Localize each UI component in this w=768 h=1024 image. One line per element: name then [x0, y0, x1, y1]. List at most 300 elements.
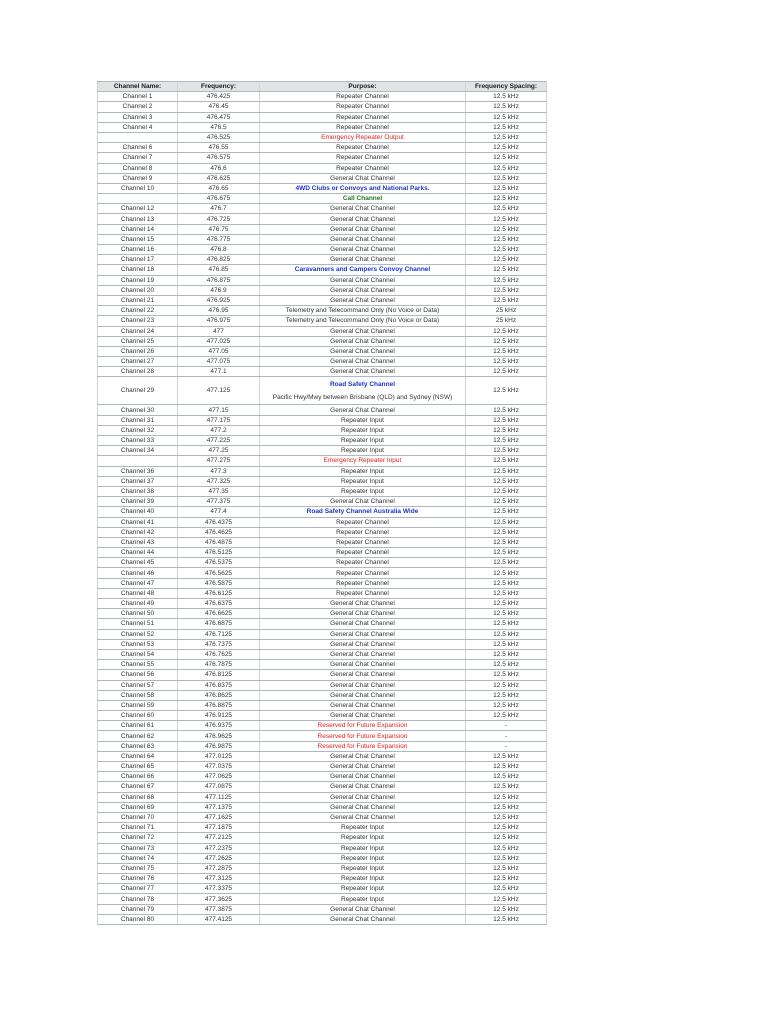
cell-channel-name: Channel 19: [98, 275, 178, 285]
cell-frequency: 476.8625: [178, 690, 260, 700]
table-row: [98, 255, 547, 265]
cell-channel-name: Channel 78: [98, 894, 178, 904]
cell-frequency-spacing: 12.5 kHz: [466, 204, 547, 214]
cell-channel-name: Channel 76: [98, 874, 178, 884]
cell-frequency: 477.0375: [178, 762, 260, 772]
table-row: [98, 853, 547, 863]
cell-frequency: 477.1875: [178, 823, 260, 833]
cell-purpose: General Chat Channel: [260, 275, 466, 285]
cell-purpose: General Chat Channel: [260, 649, 466, 659]
cell-frequency-spacing: 12.5 kHz: [466, 782, 547, 792]
cell-channel-name: Channel 38: [98, 486, 178, 496]
cell-frequency: 476.9875: [178, 741, 260, 751]
cell-purpose: General Chat Channel: [260, 357, 466, 367]
cell-purpose: Repeater Input: [260, 894, 466, 904]
cell-channel-name: Channel 62: [98, 731, 178, 741]
cell-frequency-spacing: 12.5 kHz: [466, 599, 547, 609]
cell-frequency-spacing: 12.5 kHz: [466, 548, 547, 558]
cell-frequency: 477.3125: [178, 874, 260, 884]
cell-frequency-spacing: 12.5 kHz: [466, 874, 547, 884]
cell-frequency-spacing: 12.5 kHz: [466, 762, 547, 772]
cell-channel-name: Channel 43: [98, 537, 178, 547]
cell-channel-name: Channel 36: [98, 466, 178, 476]
cell-frequency-spacing: 12.5 kHz: [466, 751, 547, 761]
cell-channel-name: Channel 49: [98, 599, 178, 609]
cell-purpose: Reserved for Future Expansion: [260, 731, 466, 741]
cell-frequency: 476.5875: [178, 578, 260, 588]
cell-channel-name: Channel 31: [98, 415, 178, 425]
cell-frequency-spacing: 12.5 kHz: [466, 214, 547, 224]
table-row: [98, 456, 547, 466]
cell-frequency: 476.5: [178, 122, 260, 132]
cell-channel-name: Channel 23: [98, 316, 178, 326]
table-row: [98, 660, 547, 670]
cell-frequency-spacing: 12.5 kHz: [466, 670, 547, 680]
cell-frequency-spacing: 12.5 kHz: [466, 609, 547, 619]
cell-frequency: 476.6875: [178, 619, 260, 629]
cell-frequency: 476.7375: [178, 639, 260, 649]
cell-frequency-spacing: 12.5 kHz: [466, 153, 547, 163]
cell-purpose: General Chat Channel: [260, 255, 466, 265]
cell-purpose: Repeater Input: [260, 843, 466, 853]
cell-frequency-spacing: 12.5 kHz: [466, 163, 547, 173]
cell-frequency-spacing: 12.5 kHz: [466, 265, 547, 275]
cell-frequency: 477.4125: [178, 914, 260, 924]
cell-frequency-spacing: 12.5 kHz: [466, 517, 547, 527]
cell-channel-name: Channel 22: [98, 306, 178, 316]
table-row: [98, 578, 547, 588]
cell-frequency-spacing: 12.5 kHz: [466, 711, 547, 721]
table-row: [98, 367, 547, 377]
cell-frequency: 477.0875: [178, 782, 260, 792]
cell-frequency-spacing: 12.5 kHz: [466, 275, 547, 285]
table-row: [98, 326, 547, 336]
cell-purpose: General Chat Channel: [260, 234, 466, 244]
table-row: [98, 609, 547, 619]
cell-frequency-spacing: 12.5 kHz: [466, 894, 547, 904]
cell-channel-name: Channel 34: [98, 446, 178, 456]
table-row: [98, 884, 547, 894]
cell-purpose: Repeater Channel: [260, 588, 466, 598]
cell-frequency: 476.65: [178, 183, 260, 193]
cell-frequency-spacing: 12.5 kHz: [466, 700, 547, 710]
cell-frequency: 476.8375: [178, 680, 260, 690]
cell-purpose: Emergency Repeater Input: [260, 456, 466, 466]
cell-channel-name: Channel 17: [98, 255, 178, 265]
cell-frequency: 477.1: [178, 367, 260, 377]
cell-channel-name: Channel 56: [98, 670, 178, 680]
cell-purpose: Repeater Channel: [260, 143, 466, 153]
cell-purpose: General Chat Channel: [260, 751, 466, 761]
cell-frequency: 476.5375: [178, 558, 260, 568]
table-row: [98, 558, 547, 568]
table-body: [98, 92, 547, 925]
cell-purpose: 4WD Clubs or Convoys and National Parks.: [260, 183, 466, 193]
table-row: [98, 214, 547, 224]
cell-purpose: General Chat Channel: [260, 629, 466, 639]
table-row: [98, 143, 547, 153]
cell-purpose: General Chat Channel: [260, 599, 466, 609]
cell-purpose: Repeater Channel: [260, 163, 466, 173]
cell-purpose: Caravanners and Campers Convoy Channel: [260, 265, 466, 275]
cell-frequency: 476.875: [178, 275, 260, 285]
cell-channel-name: Channel 9: [98, 173, 178, 183]
cell-purpose: General Chat Channel: [260, 680, 466, 690]
cell-purpose: Telemetry and Telecommand Only (No Voice or Data): [260, 316, 466, 326]
table-row: [98, 721, 547, 731]
cell-frequency-spacing: 12.5 kHz: [466, 456, 547, 466]
cell-frequency: 476.775: [178, 234, 260, 244]
cell-frequency: 476.8125: [178, 670, 260, 680]
cell-channel-name: Channel 79: [98, 904, 178, 914]
table-row: [98, 639, 547, 649]
cell-channel-name: Channel 68: [98, 792, 178, 802]
table-row: [98, 476, 547, 486]
purpose-subtitle: Pacific Hwy/Mwy between Brisbane (QLD) and Sydney (NSW): [272, 393, 453, 401]
cell-frequency-spacing: 12.5 kHz: [466, 914, 547, 924]
cell-purpose: General Chat Channel: [260, 224, 466, 234]
cell-purpose: Repeater Input: [260, 853, 466, 863]
cell-frequency-spacing: 12.5 kHz: [466, 102, 547, 112]
cell-purpose: General Chat Channel: [260, 346, 466, 356]
cell-frequency: 476.4625: [178, 527, 260, 537]
cell-frequency-spacing: 12.5 kHz: [466, 772, 547, 782]
cell-frequency: 476.675: [178, 194, 260, 204]
cell-channel-name: Channel 73: [98, 843, 178, 853]
cell-purpose: General Chat Channel: [260, 326, 466, 336]
cell-frequency-spacing: 12.5 kHz: [466, 588, 547, 598]
cell-frequency: 476.7: [178, 204, 260, 214]
cell-frequency: 477.125: [178, 377, 260, 405]
cell-channel-name: Channel 50: [98, 609, 178, 619]
cell-purpose: Repeater Input: [260, 884, 466, 894]
cell-frequency-spacing: 25 kHz: [466, 316, 547, 326]
cell-purpose: General Chat Channel: [260, 772, 466, 782]
cell-purpose: Repeater Input: [260, 486, 466, 496]
cell-frequency-spacing: 25 kHz: [466, 306, 547, 316]
cell-frequency-spacing: 12.5 kHz: [466, 812, 547, 822]
cell-purpose: Repeater Channel: [260, 112, 466, 122]
cell-channel-name: Channel 44: [98, 548, 178, 558]
cell-purpose: General Chat Channel: [260, 497, 466, 507]
table-row: [98, 802, 547, 812]
cell-frequency: 476.725: [178, 214, 260, 224]
cell-frequency-spacing: 12.5 kHz: [466, 255, 547, 265]
cell-channel-name: Channel 12: [98, 204, 178, 214]
cell-frequency: 476.9: [178, 285, 260, 295]
cell-frequency-spacing: 12.5 kHz: [466, 507, 547, 517]
cell-channel-name: Channel 13: [98, 214, 178, 224]
cell-channel-name: Channel 10: [98, 183, 178, 193]
cell-channel-name: Channel 75: [98, 863, 178, 873]
table-row: [98, 265, 547, 275]
table-row: [98, 153, 547, 163]
cell-purpose: Repeater Input: [260, 446, 466, 456]
table-row: [98, 568, 547, 578]
cell-frequency-spacing: 12.5 kHz: [466, 122, 547, 132]
cell-purpose: General Chat Channel: [260, 690, 466, 700]
cell-frequency: 477.3: [178, 466, 260, 476]
cell-frequency-spacing: 12.5 kHz: [466, 680, 547, 690]
cell-purpose: General Chat Channel: [260, 295, 466, 305]
cell-frequency: 476.55: [178, 143, 260, 153]
table-row: [98, 102, 547, 112]
cell-channel-name: Channel 70: [98, 812, 178, 822]
cell-frequency-spacing: 12.5 kHz: [466, 497, 547, 507]
cell-purpose: Repeater Channel: [260, 548, 466, 558]
cell-purpose: General Chat Channel: [260, 700, 466, 710]
cell-frequency: 476.475: [178, 112, 260, 122]
cell-frequency: 476.6: [178, 163, 260, 173]
cell-frequency: 477.075: [178, 357, 260, 367]
cell-frequency: 477.3375: [178, 884, 260, 894]
cell-frequency: 476.625: [178, 173, 260, 183]
cell-frequency: 477.175: [178, 415, 260, 425]
cell-frequency: 477.1125: [178, 792, 260, 802]
cell-purpose: Repeater Channel: [260, 92, 466, 102]
cell-channel-name: Channel 16: [98, 245, 178, 255]
cell-channel-name: Channel 20: [98, 285, 178, 295]
cell-frequency-spacing: -: [466, 731, 547, 741]
cell-purpose: Road Safety Channel Australia Wide: [260, 507, 466, 517]
cell-purpose: General Chat Channel: [260, 367, 466, 377]
cell-frequency-spacing: 12.5 kHz: [466, 92, 547, 102]
cell-channel-name: Channel 59: [98, 700, 178, 710]
cell-purpose: Repeater Input: [260, 874, 466, 884]
cell-channel-name: Channel 51: [98, 619, 178, 629]
cell-channel-name: Channel 8: [98, 163, 178, 173]
cell-purpose: Call Channel: [260, 194, 466, 204]
cell-channel-name: Channel 54: [98, 649, 178, 659]
cell-channel-name: Channel 25: [98, 336, 178, 346]
cell-channel-name: Channel 58: [98, 690, 178, 700]
table-row: [98, 275, 547, 285]
cell-purpose: General Chat Channel: [260, 214, 466, 224]
cell-frequency-spacing: 12.5 kHz: [466, 224, 547, 234]
table-row: [98, 548, 547, 558]
cell-frequency: 477.2625: [178, 853, 260, 863]
cell-channel-name: Channel 47: [98, 578, 178, 588]
table-row: [98, 295, 547, 305]
cell-frequency-spacing: 12.5 kHz: [466, 173, 547, 183]
cell-frequency: 477.0125: [178, 751, 260, 761]
cell-channel-name: Channel 41: [98, 517, 178, 527]
cell-channel-name: Channel 80: [98, 914, 178, 924]
cell-frequency: 476.75: [178, 224, 260, 234]
cell-frequency: 476.7625: [178, 649, 260, 659]
cell-purpose: [260, 377, 466, 405]
channel-table-sheet: [97, 81, 546, 925]
cell-frequency: 477.4: [178, 507, 260, 517]
cell-frequency-spacing: -: [466, 721, 547, 731]
table-row: [98, 346, 547, 356]
cell-purpose: Repeater Channel: [260, 102, 466, 112]
cell-purpose: Repeater Channel: [260, 122, 466, 132]
cell-frequency: 476.6625: [178, 609, 260, 619]
cell-frequency-spacing: 12.5 kHz: [466, 194, 547, 204]
cell-frequency: 476.575: [178, 153, 260, 163]
cell-channel-name: Channel 32: [98, 425, 178, 435]
table-row: [98, 285, 547, 295]
purpose-title: Road Safety Channel: [329, 380, 395, 388]
table-row: [98, 741, 547, 751]
cell-purpose: Repeater Input: [260, 415, 466, 425]
cell-frequency-spacing: 12.5 kHz: [466, 660, 547, 670]
cell-frequency-spacing: 12.5 kHz: [466, 649, 547, 659]
cell-frequency: 477.05: [178, 346, 260, 356]
cell-frequency: 477.35: [178, 486, 260, 496]
cell-frequency-spacing: 12.5 kHz: [466, 476, 547, 486]
cell-frequency-spacing: 12.5 kHz: [466, 690, 547, 700]
cell-channel-name: Channel 7: [98, 153, 178, 163]
cell-channel-name: Channel 55: [98, 660, 178, 670]
table-row: [98, 466, 547, 476]
table-row: [98, 517, 547, 527]
table-row: [98, 306, 547, 316]
table-row: [98, 163, 547, 173]
cell-frequency: 476.95: [178, 306, 260, 316]
cell-frequency: 477.2125: [178, 833, 260, 843]
cell-purpose: General Chat Channel: [260, 204, 466, 214]
cell-frequency-spacing: 12.5 kHz: [466, 802, 547, 812]
cell-channel-name: Channel 18: [98, 265, 178, 275]
cell-frequency-spacing: 12.5 kHz: [466, 132, 547, 142]
cell-frequency-spacing: 12.5 kHz: [466, 578, 547, 588]
cell-frequency-spacing: 12.5 kHz: [466, 823, 547, 833]
table-row: [98, 863, 547, 873]
cell-purpose: General Chat Channel: [260, 904, 466, 914]
table-row: [98, 619, 547, 629]
cell-purpose: Repeater Channel: [260, 558, 466, 568]
channel-table: [97, 81, 547, 925]
cell-channel-name: Channel 21: [98, 295, 178, 305]
cell-purpose: General Chat Channel: [260, 802, 466, 812]
cell-channel-name: Channel 69: [98, 802, 178, 812]
header-row: [98, 82, 547, 92]
table-row: [98, 486, 547, 496]
table-row: [98, 680, 547, 690]
cell-purpose: Repeater Input: [260, 823, 466, 833]
cell-channel-name: Channel 66: [98, 772, 178, 782]
cell-frequency-spacing: 12.5 kHz: [466, 619, 547, 629]
cell-frequency: 476.6375: [178, 599, 260, 609]
table-row: [98, 507, 547, 517]
cell-frequency-spacing: 12.5 kHz: [466, 466, 547, 476]
cell-purpose: General Chat Channel: [260, 670, 466, 680]
table-row: [98, 415, 547, 425]
cell-frequency-spacing: 12.5 kHz: [466, 326, 547, 336]
cell-frequency: 476.8875: [178, 700, 260, 710]
cell-frequency-spacing: 12.5 kHz: [466, 843, 547, 853]
cell-frequency-spacing: 12.5 kHz: [466, 446, 547, 456]
table-row: [98, 132, 547, 142]
table-row: [98, 649, 547, 659]
cell-frequency: 476.525: [178, 132, 260, 142]
table-row: [98, 751, 547, 761]
cell-frequency: 476.9625: [178, 731, 260, 741]
cell-purpose: Repeater Input: [260, 863, 466, 873]
cell-channel-name: Channel 26: [98, 346, 178, 356]
cell-frequency-spacing: 12.5 kHz: [466, 346, 547, 356]
cell-frequency-spacing: 12.5 kHz: [466, 112, 547, 122]
cell-purpose: General Chat Channel: [260, 336, 466, 346]
cell-frequency-spacing: 12.5 kHz: [466, 639, 547, 649]
table-row: [98, 731, 547, 741]
cell-frequency: 476.825: [178, 255, 260, 265]
cell-frequency: 477.325: [178, 476, 260, 486]
cell-channel-name: Channel 4: [98, 122, 178, 132]
table-row: [98, 245, 547, 255]
cell-purpose: Repeater Input: [260, 833, 466, 843]
table-row: [98, 762, 547, 772]
cell-channel-name: Channel 2: [98, 102, 178, 112]
cell-channel-name: Channel 14: [98, 224, 178, 234]
header-channel-name: Channel Name:: [98, 82, 178, 92]
table-row: [98, 874, 547, 884]
cell-channel-name: Channel 77: [98, 884, 178, 894]
cell-purpose: General Chat Channel: [260, 782, 466, 792]
cell-frequency: 477.275: [178, 456, 260, 466]
cell-purpose: Repeater Channel: [260, 153, 466, 163]
table-row: [98, 904, 547, 914]
cell-purpose: Repeater Channel: [260, 537, 466, 547]
cell-frequency-spacing: 12.5 kHz: [466, 486, 547, 496]
cell-frequency-spacing: 12.5 kHz: [466, 245, 547, 255]
table-row: [98, 690, 547, 700]
cell-frequency-spacing: 12.5 kHz: [466, 537, 547, 547]
cell-frequency-spacing: -: [466, 741, 547, 751]
cell-frequency: 476.425: [178, 92, 260, 102]
table-row: [98, 588, 547, 598]
table-row: [98, 823, 547, 833]
cell-purpose: General Chat Channel: [260, 639, 466, 649]
cell-purpose: Repeater Input: [260, 466, 466, 476]
cell-purpose: Repeater Input: [260, 425, 466, 435]
cell-channel-name: Channel 72: [98, 833, 178, 843]
cell-purpose: General Chat Channel: [260, 762, 466, 772]
table-row: [98, 792, 547, 802]
cell-channel-name: Channel 3: [98, 112, 178, 122]
cell-channel-name: Channel 57: [98, 680, 178, 690]
cell-frequency: 477.025: [178, 336, 260, 346]
cell-channel-name: Channel 53: [98, 639, 178, 649]
cell-frequency-spacing: 12.5 kHz: [466, 415, 547, 425]
cell-frequency: 477.2875: [178, 863, 260, 873]
cell-channel-name: Channel 15: [98, 234, 178, 244]
cell-channel-name: Channel 65: [98, 762, 178, 772]
cell-channel-name: [98, 456, 178, 466]
table-row: [98, 497, 547, 507]
cell-purpose: Reserved for Future Expansion: [260, 721, 466, 731]
cell-frequency: 476.4375: [178, 517, 260, 527]
table-row: [98, 405, 547, 415]
cell-frequency-spacing: 12.5 kHz: [466, 425, 547, 435]
cell-purpose: General Chat Channel: [260, 405, 466, 415]
cell-channel-name: Channel 30: [98, 405, 178, 415]
table-row: [98, 843, 547, 853]
cell-frequency: 477.1625: [178, 812, 260, 822]
cell-frequency-spacing: 12.5 kHz: [466, 357, 547, 367]
cell-purpose: Repeater Input: [260, 476, 466, 486]
cell-frequency: 477.225: [178, 436, 260, 446]
cell-channel-name: Channel 60: [98, 711, 178, 721]
table-row: [98, 833, 547, 843]
cell-frequency-spacing: 12.5 kHz: [466, 285, 547, 295]
table-row: [98, 629, 547, 639]
table-row: [98, 357, 547, 367]
cell-purpose: Repeater Channel: [260, 527, 466, 537]
cell-purpose: Reserved for Future Expansion: [260, 741, 466, 751]
